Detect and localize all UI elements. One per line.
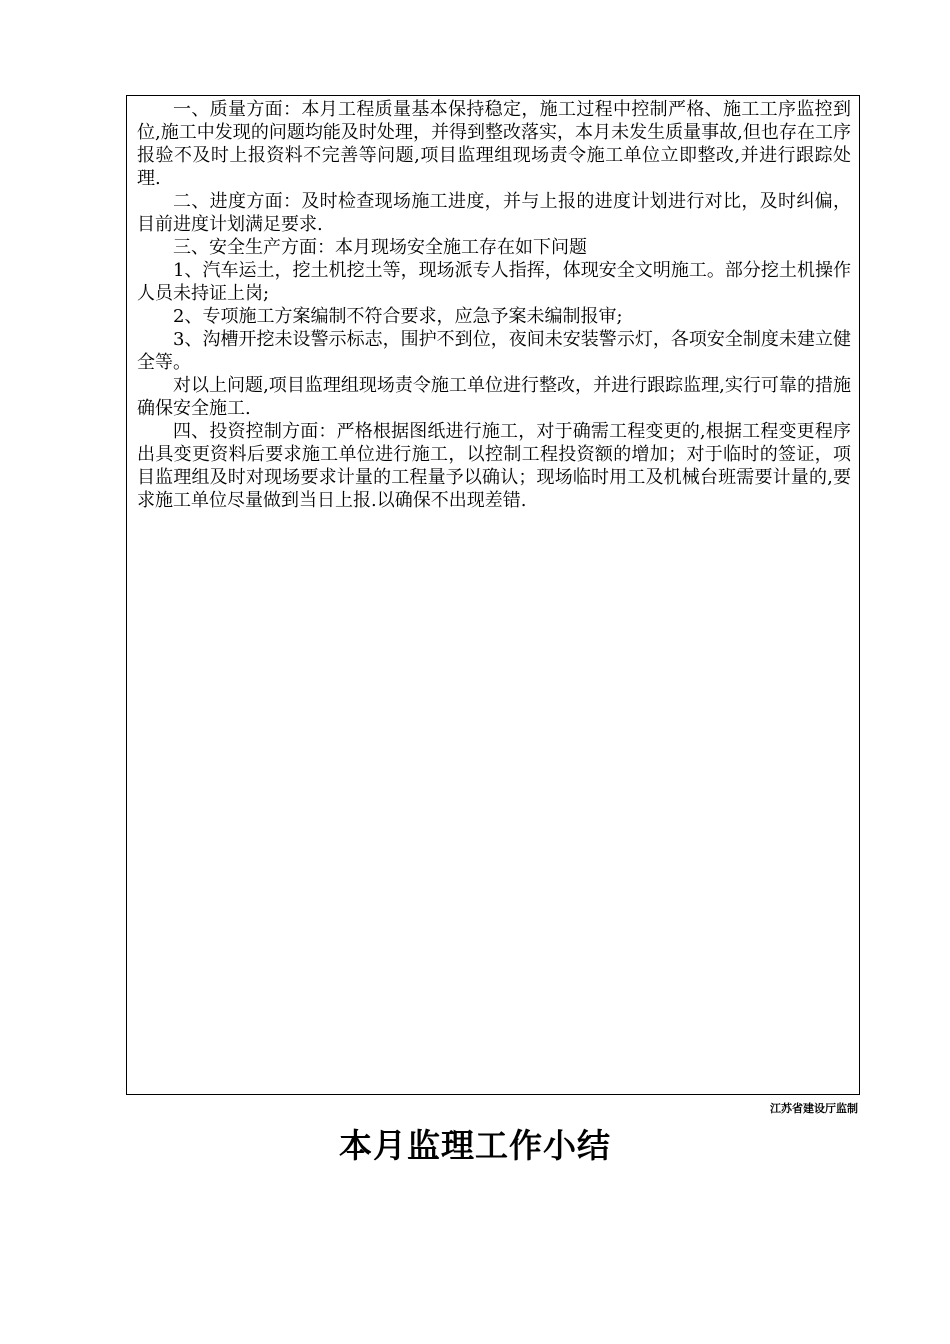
publisher-note: 江苏省建设厅监制 [770, 1102, 858, 1115]
summary-table-frame [126, 95, 860, 1095]
paragraph-safety-heading: 三、安全生产方面：本月现场安全施工存在如下问题 [173, 237, 587, 258]
summary-body [137, 98, 851, 512]
paragraph-investment: 四、投资控制方面：严格根据图纸进行施工，对于确需工程变更的,根据工程变更程序出具变更资料后要求施工单位进行施工，以控制工程投资额的增加；对于临时的签证，项目监理组及时对现场要求计量的工程量予以确认；现场临时用工及机械台班需要计量的,要求施工单位尽量做到当日上报.以确保不出现差错. [137, 421, 851, 511]
paragraph-safety-item-3: 3、沟槽开挖未设警示标志，围护不到位，夜间未安装警示灯，各项安全制度未建立健全等。 [137, 329, 851, 373]
paragraph-safety-item-1: 1、汽车运土，挖土机挖土等，现场派专人指挥，体现安全文明施工。部分挖土机操作人员未持证上岗; [137, 260, 851, 304]
paragraph-quality: 一、质量方面：本月工程质量基本保持稳定，施工过程中控制严格、施工工序监控到位,施工中发现的问题均能及时处理，并得到整改落实，本月未发生质量事故,但也存在工序报验不及时上报资料不完善等问题,项目监理组现场责令施工单位立即整改,并进行跟踪处理. [137, 99, 851, 189]
page-title: 本月监理工作小结 [339, 1126, 611, 1165]
paragraph-progress: 二、进度方面：及时检查现场施工进度，并与上报的进度计划进行对比，及时纠偏，目前进度计划满足要求. [137, 191, 851, 235]
paragraph-safety-response: 对以上问题,项目监理组现场责令施工单位进行整改，并进行跟踪监理,实行可靠的措施确保安全施工. [137, 375, 851, 419]
paragraph-safety-item-2: 2、专项施工方案编制不符合要求，应急予案未编制报审; [173, 306, 623, 327]
